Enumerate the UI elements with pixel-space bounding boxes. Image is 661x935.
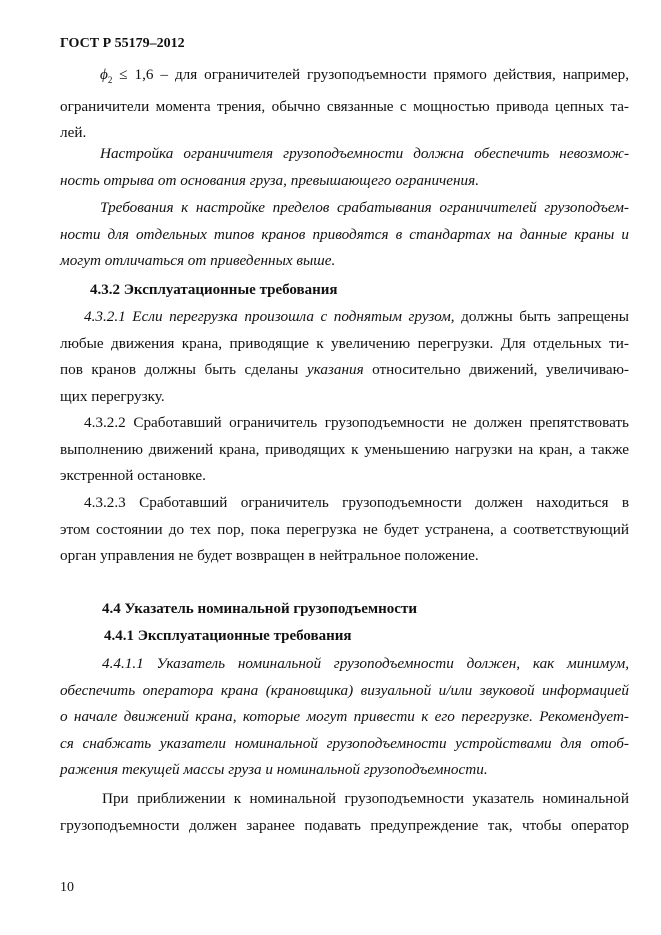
paragraph-line: могут отличаться от приведенных выше. xyxy=(60,252,336,269)
paragraph-line: 4.3.2.3 Сработавший ограничитель грузоподъемности должен находиться в xyxy=(84,494,629,511)
paragraph-line: 4.4.1.1 Указатель номинальной грузоподъемности должен, как минимум, xyxy=(102,655,629,672)
paragraph-line: этом состоянии до тех пор, пока перегрузка не будет устранена, а соответствующий xyxy=(60,520,629,538)
paragraph-line: ности для отдельных типов кранов приводятся в стандартах на данные краны и xyxy=(60,225,629,243)
section-heading-4-4: 4.4 Указатель номинальной грузоподъемности xyxy=(102,601,417,617)
paragraph-line: ограничители момента трения, обычно связанные с мощностью привода цепных та- xyxy=(60,97,629,115)
paragraph-4-4-1-1 xyxy=(60,651,629,784)
paragraph-phi-limit xyxy=(60,62,629,147)
paragraph-line: грузоподъемности должен заранее подавать предупреждение так, чтобы оператор xyxy=(60,816,629,834)
paragraph-line: экстренной остановке. xyxy=(60,467,206,484)
paragraph-line: лей. xyxy=(60,124,87,142)
paragraph-limit-requirements xyxy=(60,195,629,275)
phi-symbol: $\phi_2$ xyxy=(100,66,113,86)
paragraph-line: 4.3.2.2 Сработавший ограничитель грузоподъемности не должен препятствовать xyxy=(84,414,629,431)
section-heading-4-3-2: 4.3.2 Эксплуатационные требования xyxy=(90,282,338,298)
paragraph-line: ражения текущей массы груза и номинальной грузоподъемности. xyxy=(60,761,488,778)
paragraph-line: орган управления не будет возвращен в нейтральное положение. xyxy=(60,547,479,564)
paragraph-line: пов кранов должны быть сделаны указания относительно движений, увеличиваю- xyxy=(60,361,629,378)
paragraph-line: При приближении к номинальной грузоподъемности указатель номинальной xyxy=(102,790,629,807)
paragraph-line: ность отрыва от основания груза, превышающего ограничения. xyxy=(60,171,480,189)
paragraph-line: Настройка ограничителя грузоподъемности должна обеспечить невозмож- xyxy=(100,145,629,162)
paragraph-line: щих перегрузку. xyxy=(60,387,165,405)
paragraph-line: ся снабжать указатели номинальной грузоподъемности устройствами для отоб- xyxy=(60,734,629,752)
paragraph-line: $\phi_2 \le 1,6$ – для ограничителей грузоподъемности прямого действия, например, xyxy=(100,66,629,86)
paragraph-line: выполнению движений крана, приводящих к уменьшению нагрузки на кран, а также xyxy=(60,440,629,458)
paragraph-4-3-2-2 xyxy=(60,410,629,490)
paragraph-limiter-setting xyxy=(60,141,629,194)
document-standard-header: ГОСТ Р 55179–2012 xyxy=(60,36,185,51)
paragraph-line: обеспечить оператора крана (крановщика) визуальной и/или звуковой информацией xyxy=(60,681,629,699)
paragraph-4-3-2-1 xyxy=(60,304,629,410)
page-number: 10 xyxy=(60,880,74,895)
paragraph-4-3-2-3 xyxy=(60,490,629,570)
paragraph-line: любые движения крана, приводящие к увеличению перегрузки. Для отдельных ти- xyxy=(60,334,629,352)
section-heading-4-4-1: 4.4.1 Эксплуатационные требования xyxy=(104,628,352,644)
paragraph-line: о начале движений крана, которые могут привести к его перегрузке. Рекомендует- xyxy=(60,708,629,725)
paragraph-line: 4.3.2.1 Если перегрузка произошла с поднятым грузом, должны быть запрещены xyxy=(84,308,629,325)
paragraph-warning xyxy=(60,786,629,839)
paragraph-line: Требования к настройке пределов срабатывания ограничителей грузоподъем- xyxy=(100,199,629,216)
